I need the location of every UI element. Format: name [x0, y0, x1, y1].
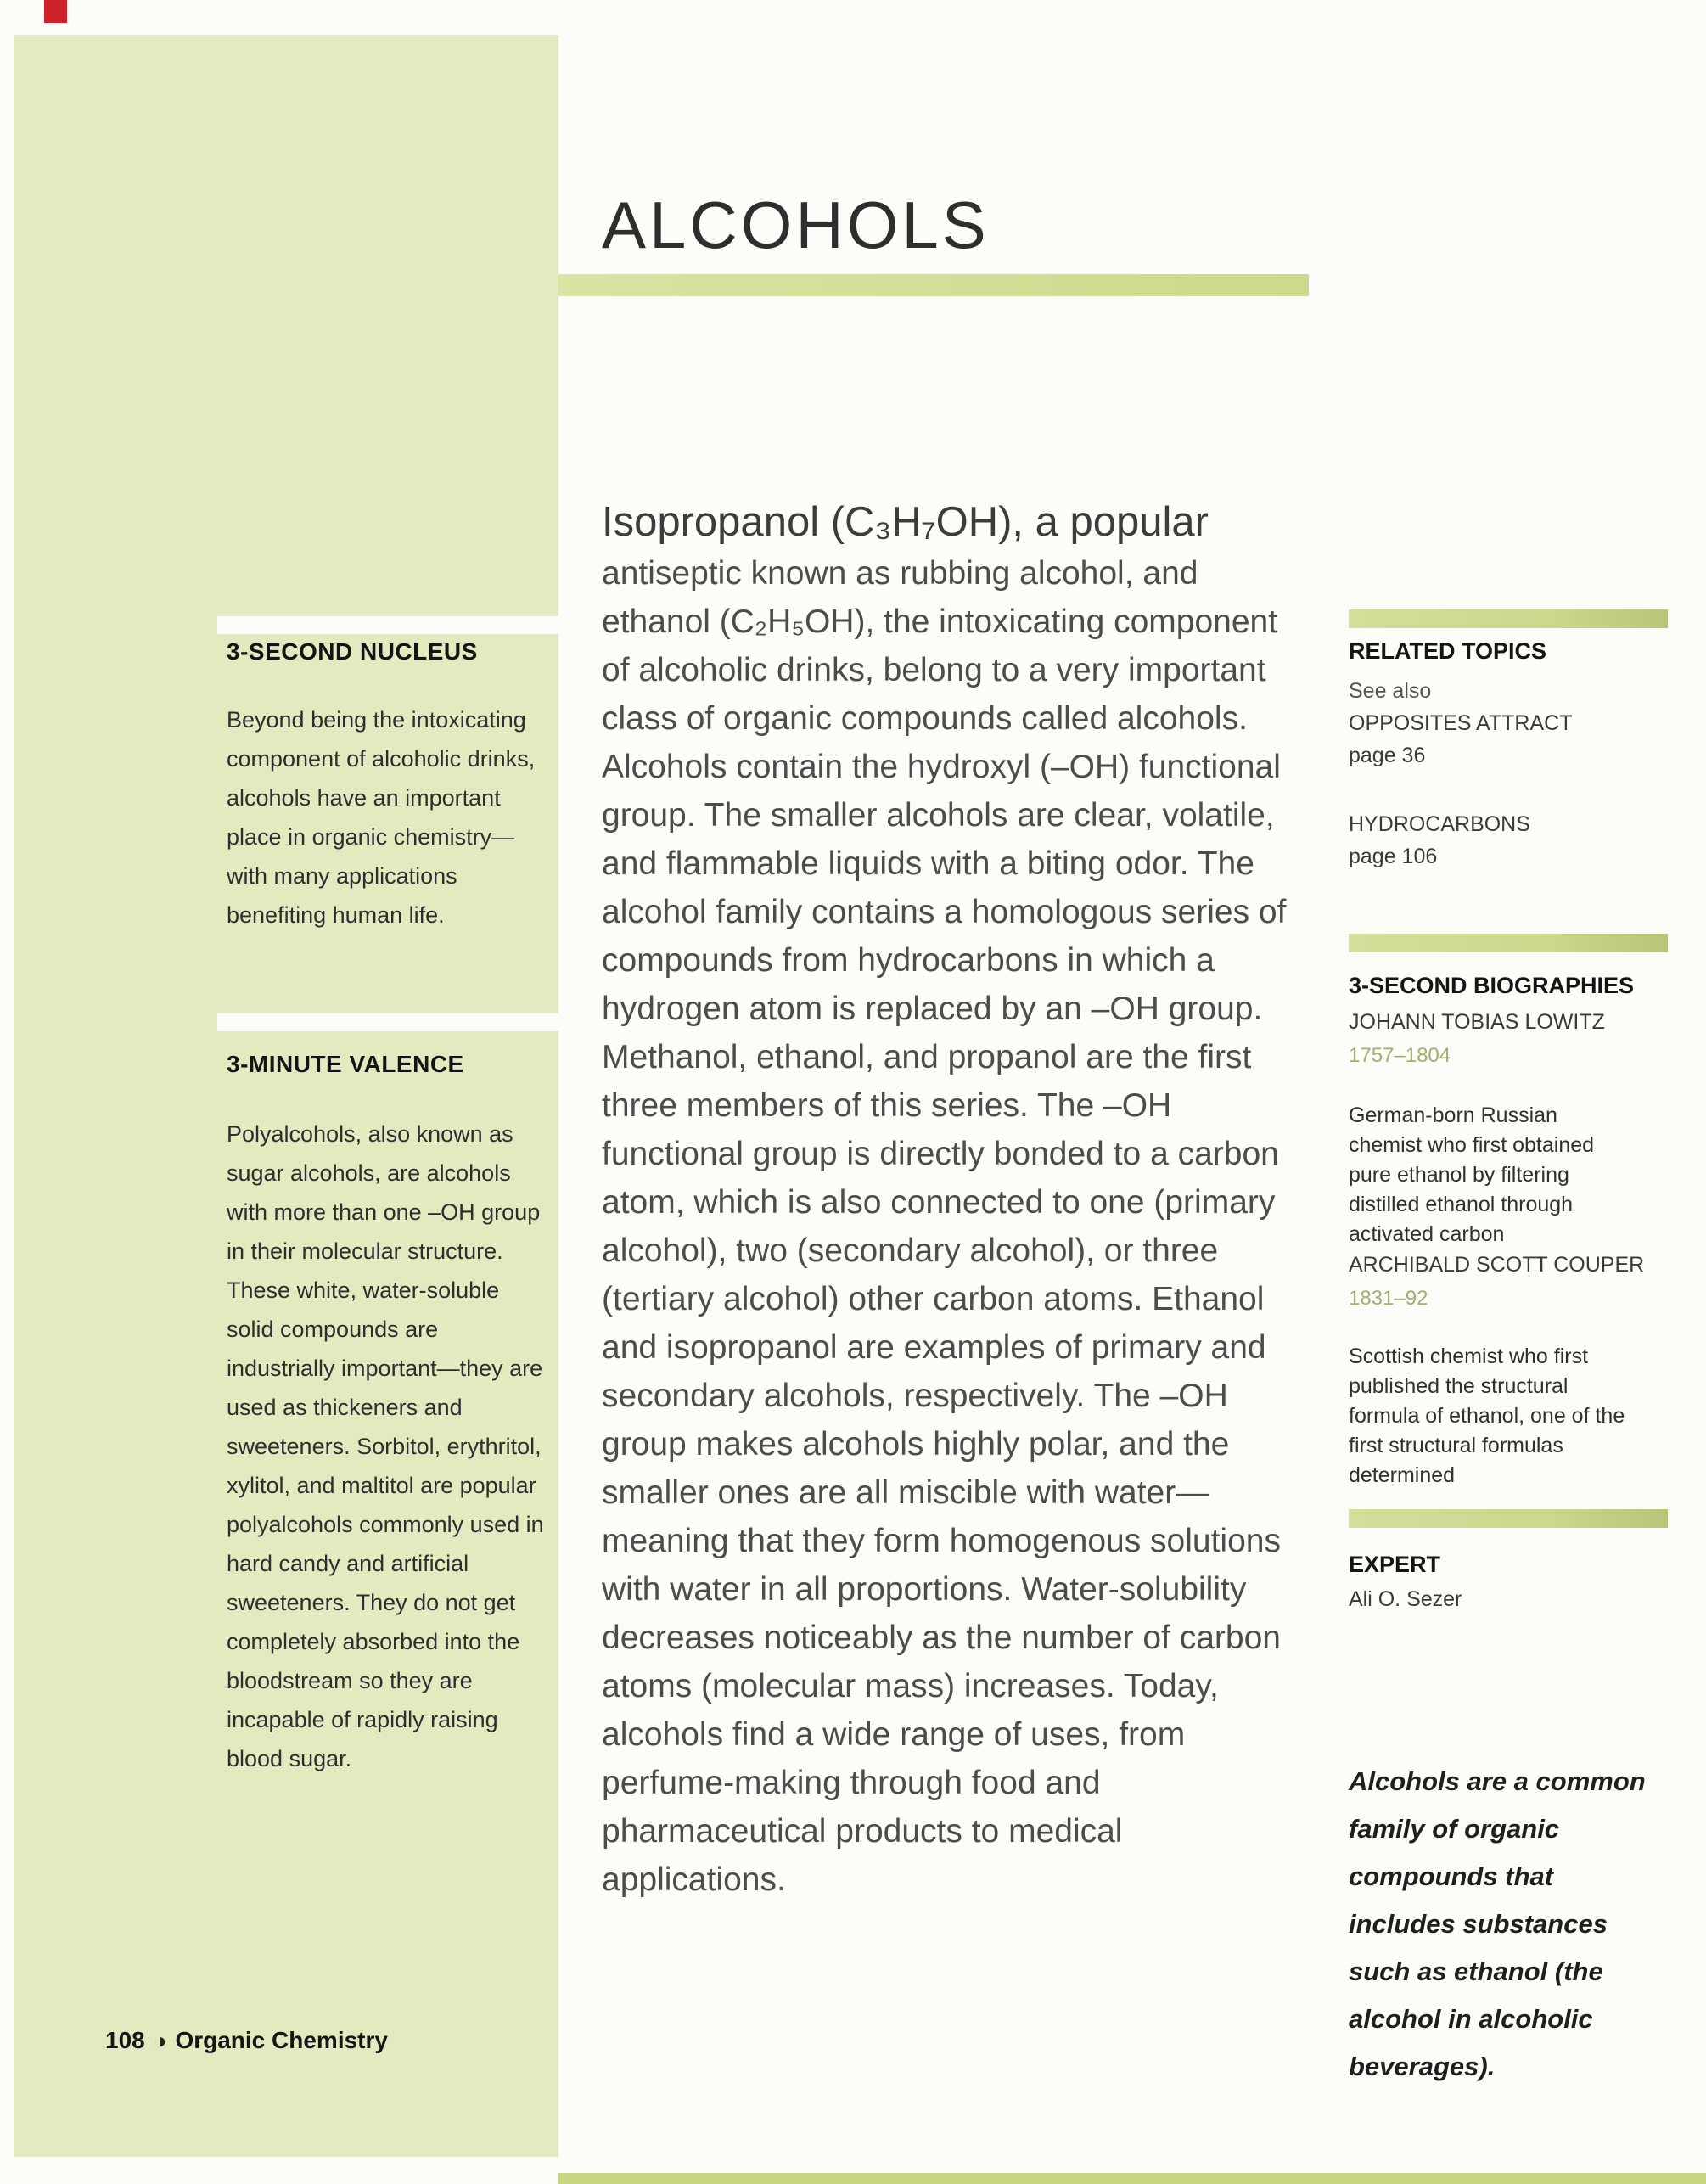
biography-text: German-born Russian chemist who first obtained pure ethanol by filtering distilled ethanol through activated carbon	[1349, 1103, 1595, 1246]
see-also-label: See also	[1349, 679, 1432, 703]
book-title: Organic Chemistry	[175, 2027, 388, 2053]
intro-paragraph	[602, 496, 1299, 1904]
intro-lead: Isopropanol (C₃H₇OH), a popular	[602, 499, 1209, 545]
half-circle-icon: ◑	[153, 2027, 167, 2053]
expert-heading: EXPERT	[1349, 1552, 1441, 1577]
bottom-edge-bar	[558, 2173, 1706, 2184]
section-divider-bar	[1349, 1509, 1668, 1528]
intro-body: antiseptic known as rubbing alcohol, and ethanol (C₂H₅OH), the intoxicating component of alcoholic drinks, belong to a very important class of organic compounds called alcohols. Alcohols contain the hydroxyl (–OH) functional group. The smaller alcohols are clear, volatile, and flammable liquids with a biting odor. The alcohol family contains a homologous series of compounds from hydrocarbons in which a hydrogen atom is replaced by an –OH group. Methanol, ethanol, and propanol are the first three members of this series. The –OH functional group is directly bonded to a carbon atom, which is also connected to one (primary alcohol), two (secondary alcohol), or three (tertiary alcohol) other carbon atoms. Ethanol and isopropanol are examples of primary and secondary alcohols, respectively. The –OH group makes alcohols highly polar, and the smaller ones are all miscible with water—meaning that they form homogenous solutions with water in all proportions. Water-solubility decreases noticeably as the number of carbon atoms (molecular mass) increases. Today, alcohols find a wide range of uses, from perfume-making through food and pharmaceutical products to medical applications.	[602, 555, 1287, 1898]
nucleus-heading: 3-SECOND NUCLEUS	[227, 638, 478, 665]
related-topic-page: page 106	[1349, 845, 1438, 868]
biography-name: ARCHIBALD SCOTT COUPER	[1349, 1253, 1645, 1277]
section-divider-bar	[1349, 934, 1668, 952]
page-number: 108	[105, 2027, 145, 2053]
valence-body: Polyalcohols, also known as sugar alcohols, are alcohols with more than one –OH group in their molecular structure. These white, water-soluble solid compounds are industrially important—they are used as thickeners and sweeteners. Sorbitol, erythritol, xylitol, and maltitol are popular polyalcohols commonly used in hard candy and artificial sweeteners. They do not get completely absorbed into the bloodstream so they are incapable of rapidly raising blood sugar.	[227, 1121, 544, 1771]
biography-dates: 1757–1804	[1349, 1044, 1451, 1067]
biography-text: Scottish chemist who first published the structural formula of ethanol, one of the first structural formulas determined	[1349, 1345, 1625, 1487]
biographies-heading: 3-SECOND BIOGRAPHIES	[1349, 973, 1635, 998]
title-underline-bar	[558, 274, 1309, 296]
registration-mark	[44, 0, 67, 23]
sidebar-separator-bar	[217, 1013, 558, 1031]
valence-heading: 3-MINUTE VALENCE	[227, 1051, 464, 1077]
section-divider-bar	[1349, 609, 1668, 628]
related-topic: HYDROCARBONS	[1349, 812, 1530, 836]
sidebar-separator-bar	[217, 616, 558, 634]
nucleus-body: Beyond being the intoxicating component of alcoholic drinks, alcohols have an important place in organic chemistry—with many applications benefiting human life.	[227, 707, 536, 928]
related-topic: OPPOSITES ATTRACT	[1349, 711, 1573, 735]
biography-dates: 1831–92	[1349, 1287, 1428, 1310]
page-title: ALCOHOLS	[602, 188, 990, 262]
biography-name: JOHANN TOBIAS LOWITZ	[1349, 1010, 1605, 1034]
expert-name: Ali O. Sezer	[1349, 1587, 1462, 1611]
pull-quote: Alcohols are a common family of organic compounds that includes substances such as ethanol (the alcohol in alcoholic beverages).	[1349, 1766, 1646, 2081]
sidebar-background-panel	[14, 35, 558, 2157]
page-footer	[105, 2027, 388, 2054]
related-topic-page: page 36	[1349, 744, 1426, 767]
related-topics-heading: RELATED TOPICS	[1349, 638, 1547, 664]
